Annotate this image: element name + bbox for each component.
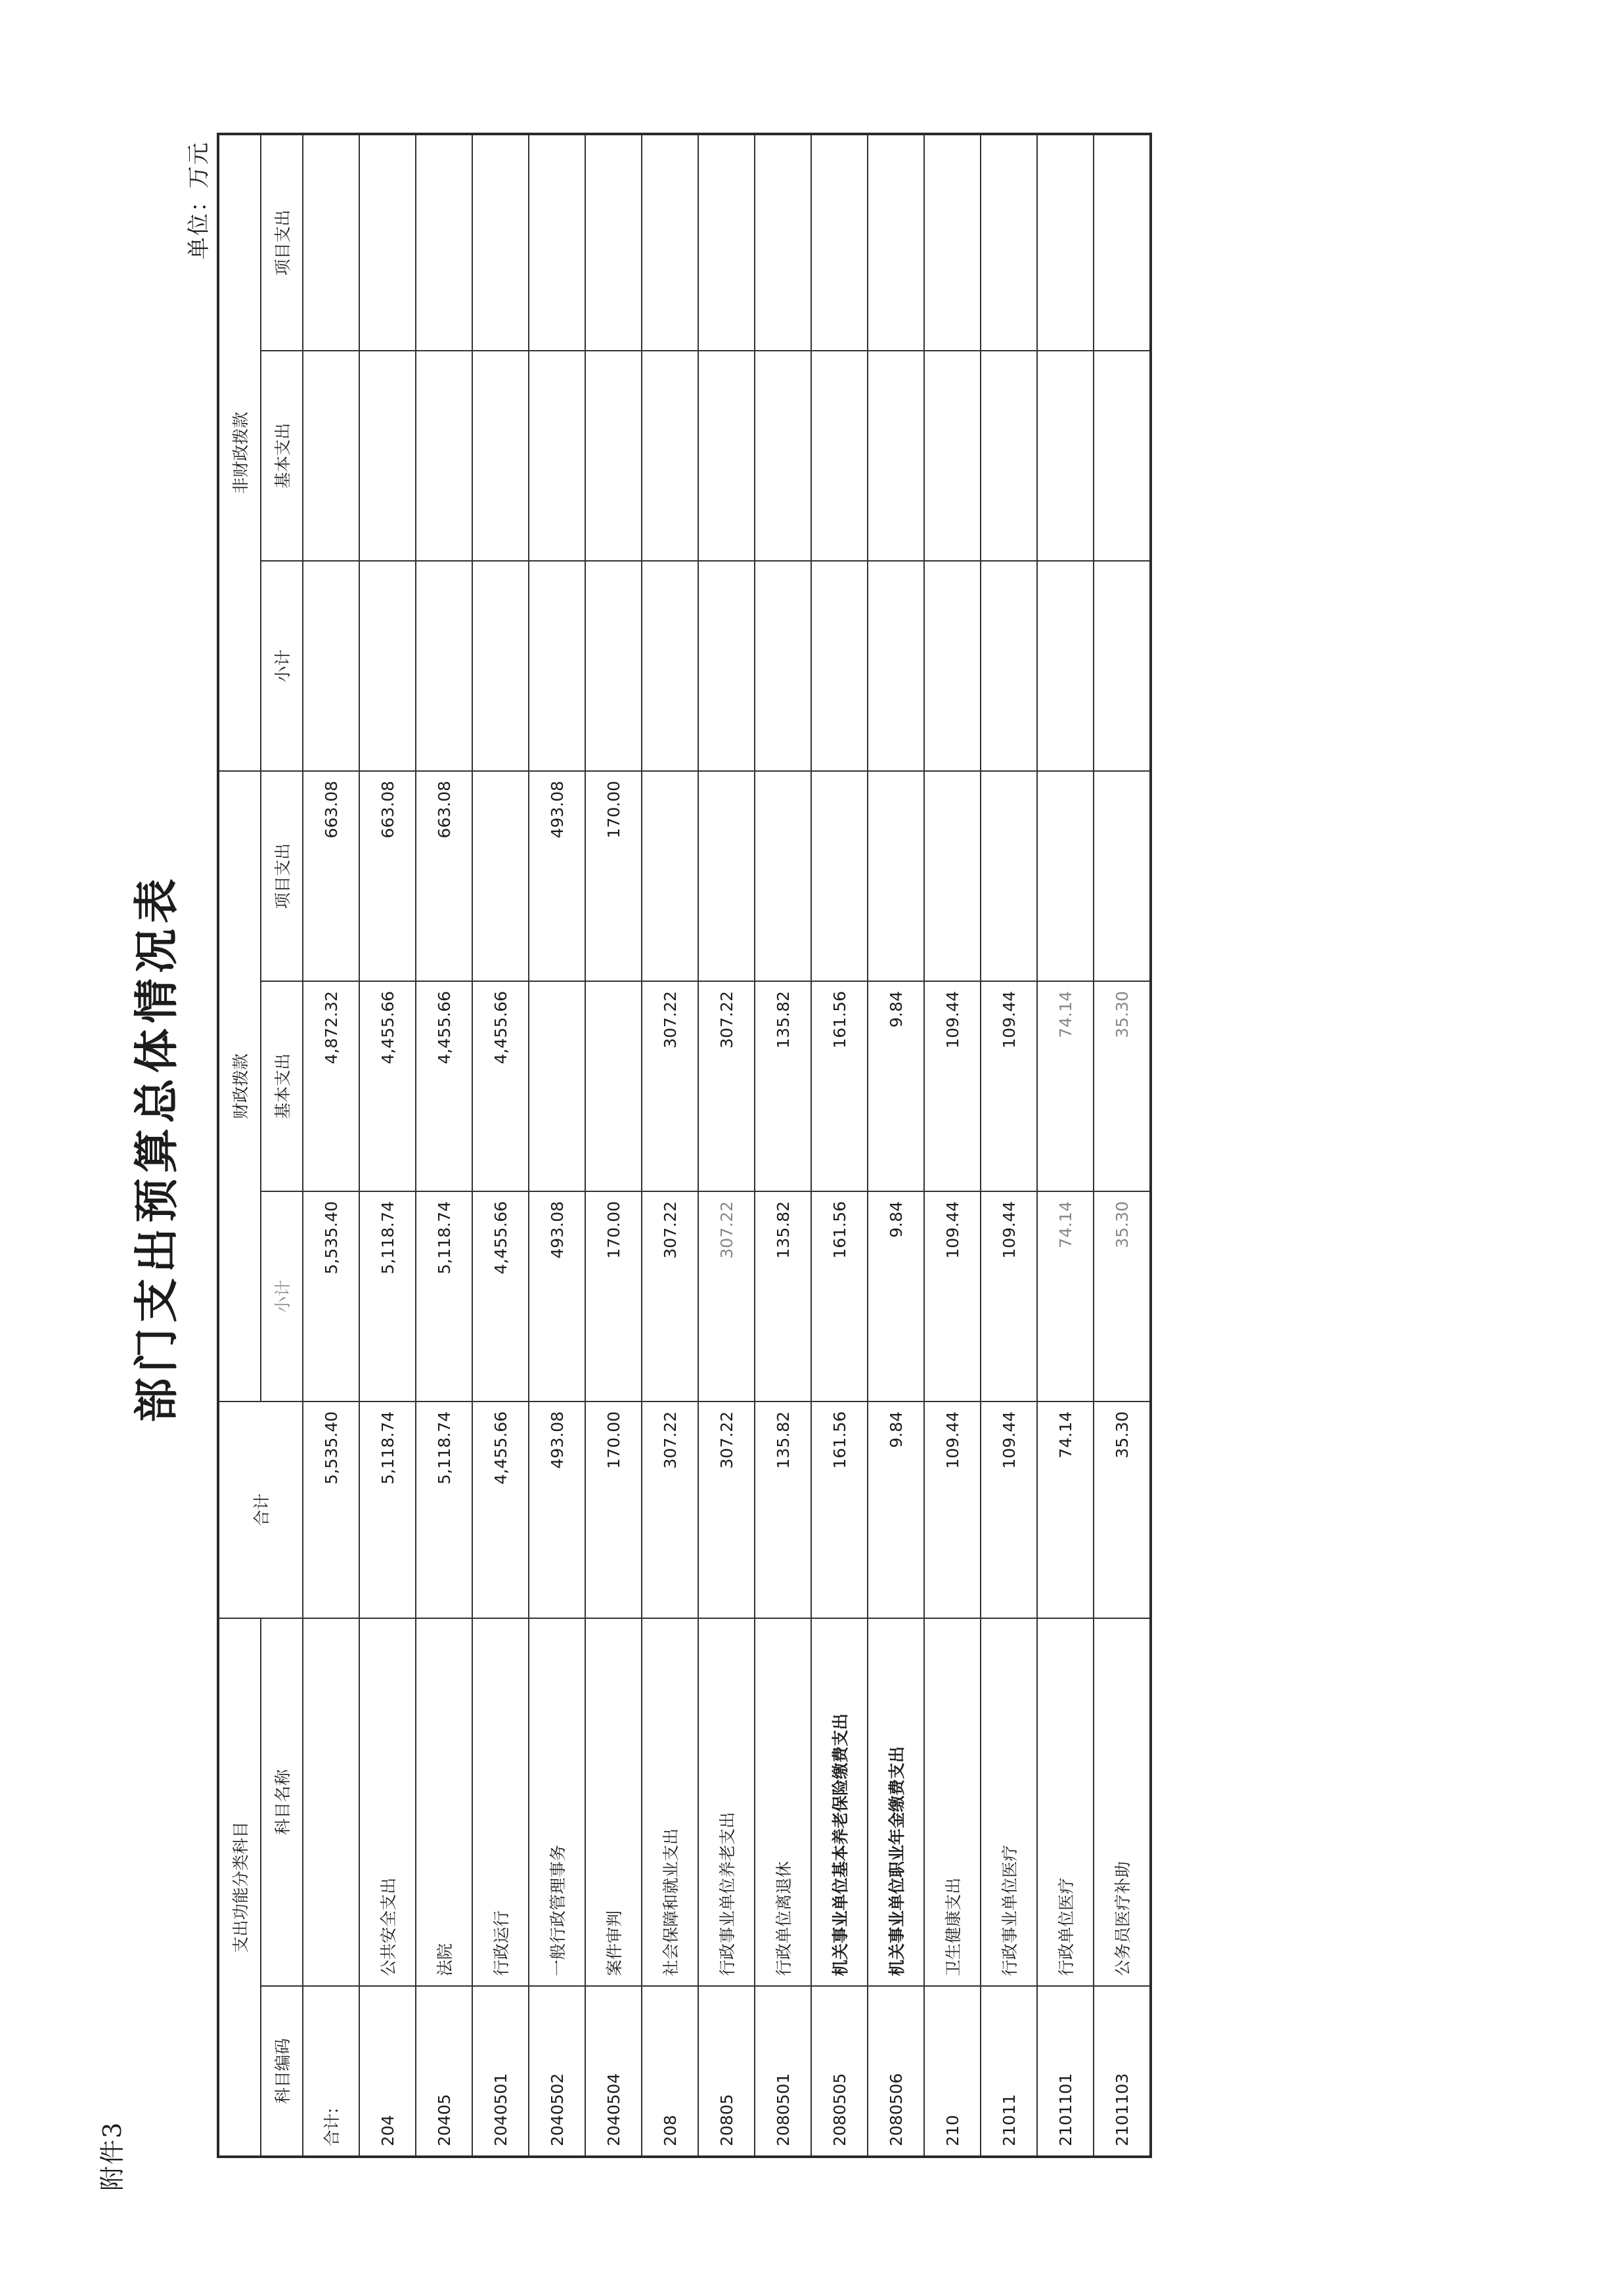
cell-nonfiscal-subtotal: [585, 561, 642, 771]
cell-fiscal-project: 663.08: [416, 771, 472, 981]
cell-nonfiscal-basic: [811, 351, 868, 561]
cell-total: 307.22: [642, 1402, 698, 1618]
cell-fiscal-basic: 4,455.66: [359, 981, 416, 1191]
cell-total: 170.00: [585, 1402, 642, 1618]
cell-fiscal-project: 493.08: [529, 771, 585, 981]
cell-fiscal-basic: [529, 981, 585, 1191]
cell-nonfiscal-basic: [359, 351, 416, 561]
cell-nonfiscal-basic: [472, 351, 529, 561]
cell-total: 5,118.74: [359, 1402, 416, 1618]
cell-nonfiscal-subtotal: [416, 561, 472, 771]
cell-nonfiscal-basic: [924, 351, 981, 561]
cell-fiscal-project: [472, 771, 529, 981]
cell-fiscal-project: [811, 771, 868, 981]
cell-nonfiscal-project: [924, 134, 981, 351]
cell-fiscal-project: [642, 771, 698, 981]
cell-nonfiscal-basic: [698, 351, 755, 561]
cell-fiscal-basic: 307.22: [698, 981, 755, 1191]
cell-nonfiscal-subtotal: [529, 561, 585, 771]
cell-code: 2080501: [755, 1986, 811, 2157]
cell-fiscal-basic: 135.82: [755, 981, 811, 1191]
cell-fiscal-project: [981, 771, 1037, 981]
cell-fiscal-subtotal: 74.14: [1037, 1191, 1094, 1402]
cell-fiscal-basic: 109.44: [981, 981, 1037, 1191]
cell-fiscal-basic: 4,872.32: [303, 981, 359, 1191]
cell-total: 109.44: [981, 1402, 1037, 1618]
header-nonfiscal-subtotal: 小计: [261, 561, 303, 771]
cell-code: 20805: [698, 1986, 755, 2157]
unit-label: 单位：万元: [186, 141, 212, 259]
cell-nonfiscal-project: [981, 134, 1037, 351]
cell-code: 2040504: [585, 1986, 642, 2157]
cell-fiscal-basic: [585, 981, 642, 1191]
cell-code: 21011: [981, 1986, 1037, 2157]
cell-nonfiscal-subtotal: [642, 561, 698, 771]
cell-code: 210: [924, 1986, 981, 2157]
cell-total: 135.82: [755, 1402, 811, 1618]
cell-fiscal-basic: 9.84: [868, 981, 924, 1191]
cell-nonfiscal-basic: [868, 351, 924, 561]
table-row: [585, 134, 642, 2157]
cell-fiscal-subtotal: 5,118.74: [359, 1191, 416, 1402]
cell-nonfiscal-project: [811, 134, 868, 351]
table-row: [359, 134, 416, 2157]
table-row: [1094, 134, 1151, 2157]
table-row: [981, 134, 1037, 2157]
cell-name: 机关事业单位职业年金缴费支出: [868, 1618, 924, 1986]
cell-nonfiscal-subtotal: [868, 561, 924, 771]
cell-name: [303, 1618, 359, 1986]
cell-code: 2080505: [811, 1986, 868, 2157]
cell-nonfiscal-project: [698, 134, 755, 351]
cell-total: 4,455.66: [472, 1402, 529, 1618]
budget-table: [217, 133, 1152, 2158]
table-row: [642, 134, 698, 2157]
page-title: 部门支出预算总体情况表: [131, 873, 183, 1423]
cell-fiscal-subtotal: 4,455.66: [472, 1191, 529, 1402]
cell-fiscal-subtotal: 109.44: [924, 1191, 981, 1402]
cell-name: 机关事业单位基本养老保险缴费支出: [811, 1618, 868, 1986]
cell-nonfiscal-basic: [585, 351, 642, 561]
cell-fiscal-subtotal: 161.56: [811, 1191, 868, 1402]
cell-nonfiscal-project: [1094, 134, 1151, 351]
header-fiscal: 财政拨款: [218, 771, 261, 1402]
cell-total: 35.30: [1094, 1402, 1151, 1618]
cell-fiscal-basic: 4,455.66: [416, 981, 472, 1191]
header-nonfiscal: 非财政拨款: [218, 134, 261, 771]
cell-fiscal-subtotal: 5,118.74: [416, 1191, 472, 1402]
cell-nonfiscal-basic: [529, 351, 585, 561]
cell-nonfiscal-project: [755, 134, 811, 351]
cell-total: 307.22: [698, 1402, 755, 1618]
cell-fiscal-basic: 4,455.66: [472, 981, 529, 1191]
cell-fiscal-subtotal: 35.30: [1094, 1191, 1151, 1402]
cell-nonfiscal-subtotal: [981, 561, 1037, 771]
cell-fiscal-subtotal: 170.00: [585, 1191, 642, 1402]
header-name: 科目名称: [261, 1618, 303, 1986]
table-row: [303, 134, 359, 2157]
table-row: [416, 134, 472, 2157]
cell-code: 204: [359, 1986, 416, 2157]
cell-nonfiscal-subtotal: [472, 561, 529, 771]
cell-fiscal-project: [1037, 771, 1094, 981]
cell-nonfiscal-project: [585, 134, 642, 351]
cell-nonfiscal-basic: [981, 351, 1037, 561]
cell-fiscal-subtotal: 493.08: [529, 1191, 585, 1402]
cell-fiscal-project: [755, 771, 811, 981]
cell-nonfiscal-project: [359, 134, 416, 351]
cell-code: 2101101: [1037, 1986, 1094, 2157]
cell-nonfiscal-project: [303, 134, 359, 351]
cell-nonfiscal-project: [642, 134, 698, 351]
cell-name: 行政运行: [472, 1618, 529, 1986]
cell-total: 5,118.74: [416, 1402, 472, 1618]
cell-nonfiscal-basic: [642, 351, 698, 561]
cell-nonfiscal-subtotal: [924, 561, 981, 771]
header-category: 支出功能分类科目: [218, 1618, 261, 2157]
cell-nonfiscal-project: [868, 134, 924, 351]
cell-code: 20405: [416, 1986, 472, 2157]
cell-name: 法院: [416, 1618, 472, 1986]
cell-total: 5,535.40: [303, 1402, 359, 1618]
cell-fiscal-basic: 109.44: [924, 981, 981, 1191]
cell-nonfiscal-subtotal: [359, 561, 416, 771]
cell-fiscal-subtotal: 135.82: [755, 1191, 811, 1402]
cell-name: 社会保障和就业支出: [642, 1618, 698, 1986]
cell-fiscal-subtotal: 9.84: [868, 1191, 924, 1402]
cell-fiscal-basic: 307.22: [642, 981, 698, 1191]
cell-name: 行政单位离退休: [755, 1618, 811, 1986]
cell-nonfiscal-subtotal: [303, 561, 359, 771]
header-total: 合计: [218, 1402, 303, 1618]
cell-fiscal-subtotal: 109.44: [981, 1191, 1037, 1402]
cell-nonfiscal-subtotal: [698, 561, 755, 771]
cell-code: 2101103: [1094, 1986, 1151, 2157]
cell-name: 行政事业单位养老支出: [698, 1618, 755, 1986]
cell-name: 一般行政管理事务: [529, 1618, 585, 1986]
cell-code: 2040502: [529, 1986, 585, 2157]
cell-nonfiscal-basic: [303, 351, 359, 561]
cell-fiscal-project: 663.08: [303, 771, 359, 981]
cell-nonfiscal-basic: [1094, 351, 1151, 561]
header-nonfiscal-project: 项目支出: [261, 134, 303, 351]
cell-nonfiscal-project: [1037, 134, 1094, 351]
cell-nonfiscal-project: [529, 134, 585, 351]
cell-name: 行政单位医疗: [1037, 1618, 1094, 1986]
cell-nonfiscal-subtotal: [755, 561, 811, 771]
header-row-1: [218, 134, 261, 2157]
attachment-label: 附件3: [98, 2121, 127, 2191]
table-row: [924, 134, 981, 2157]
cell-fiscal-project: [868, 771, 924, 981]
table-row: [472, 134, 529, 2157]
cell-code: 2080506: [868, 1986, 924, 2157]
cell-code: 208: [642, 1986, 698, 2157]
cell-nonfiscal-project: [472, 134, 529, 351]
cell-total: 493.08: [529, 1402, 585, 1618]
cell-nonfiscal-subtotal: [1094, 561, 1151, 771]
table-row: [1037, 134, 1094, 2157]
cell-name: 行政事业单位医疗: [981, 1618, 1037, 1986]
cell-total: 74.14: [1037, 1402, 1094, 1618]
cell-fiscal-basic: 161.56: [811, 981, 868, 1191]
table-row: [811, 134, 868, 2157]
table-row: [529, 134, 585, 2157]
cell-total: 109.44: [924, 1402, 981, 1618]
cell-nonfiscal-subtotal: [1037, 561, 1094, 771]
cell-fiscal-project: [698, 771, 755, 981]
table-row: [868, 134, 924, 2157]
cell-fiscal-project: [924, 771, 981, 981]
cell-name: 公共安全支出: [359, 1618, 416, 1986]
cell-total: 161.56: [811, 1402, 868, 1618]
cell-fiscal-basic: 74.14: [1037, 981, 1094, 1191]
cell-fiscal-project: 663.08: [359, 771, 416, 981]
cell-fiscal-project: [1094, 771, 1151, 981]
header-fiscal-subtotal: 小计: [261, 1191, 303, 1402]
table-row: [755, 134, 811, 2157]
cell-fiscal-subtotal: 307.22: [698, 1191, 755, 1402]
cell-nonfiscal-basic: [755, 351, 811, 561]
cell-fiscal-project: 170.00: [585, 771, 642, 981]
cell-name: 卫生健康支出: [924, 1618, 981, 1986]
cell-nonfiscal-project: [416, 134, 472, 351]
cell-code: 合计:: [303, 1986, 359, 2157]
cell-fiscal-subtotal: 307.22: [642, 1191, 698, 1402]
header-nonfiscal-basic: 基本支出: [261, 351, 303, 561]
cell-nonfiscal-subtotal: [811, 561, 868, 771]
header-fiscal-basic: 基本支出: [261, 981, 303, 1191]
cell-name: 案件审判: [585, 1618, 642, 1986]
cell-nonfiscal-basic: [416, 351, 472, 561]
cell-name: 公务员医疗补助: [1094, 1618, 1151, 1986]
cell-fiscal-subtotal: 5,535.40: [303, 1191, 359, 1402]
cell-total: 9.84: [868, 1402, 924, 1618]
header-fiscal-project: 项目支出: [261, 771, 303, 981]
table-row: [698, 134, 755, 2157]
cell-code: 2040501: [472, 1986, 529, 2157]
cell-fiscal-basic: 35.30: [1094, 981, 1151, 1191]
header-code: 科目编码: [261, 1986, 303, 2157]
cell-nonfiscal-basic: [1037, 351, 1094, 561]
